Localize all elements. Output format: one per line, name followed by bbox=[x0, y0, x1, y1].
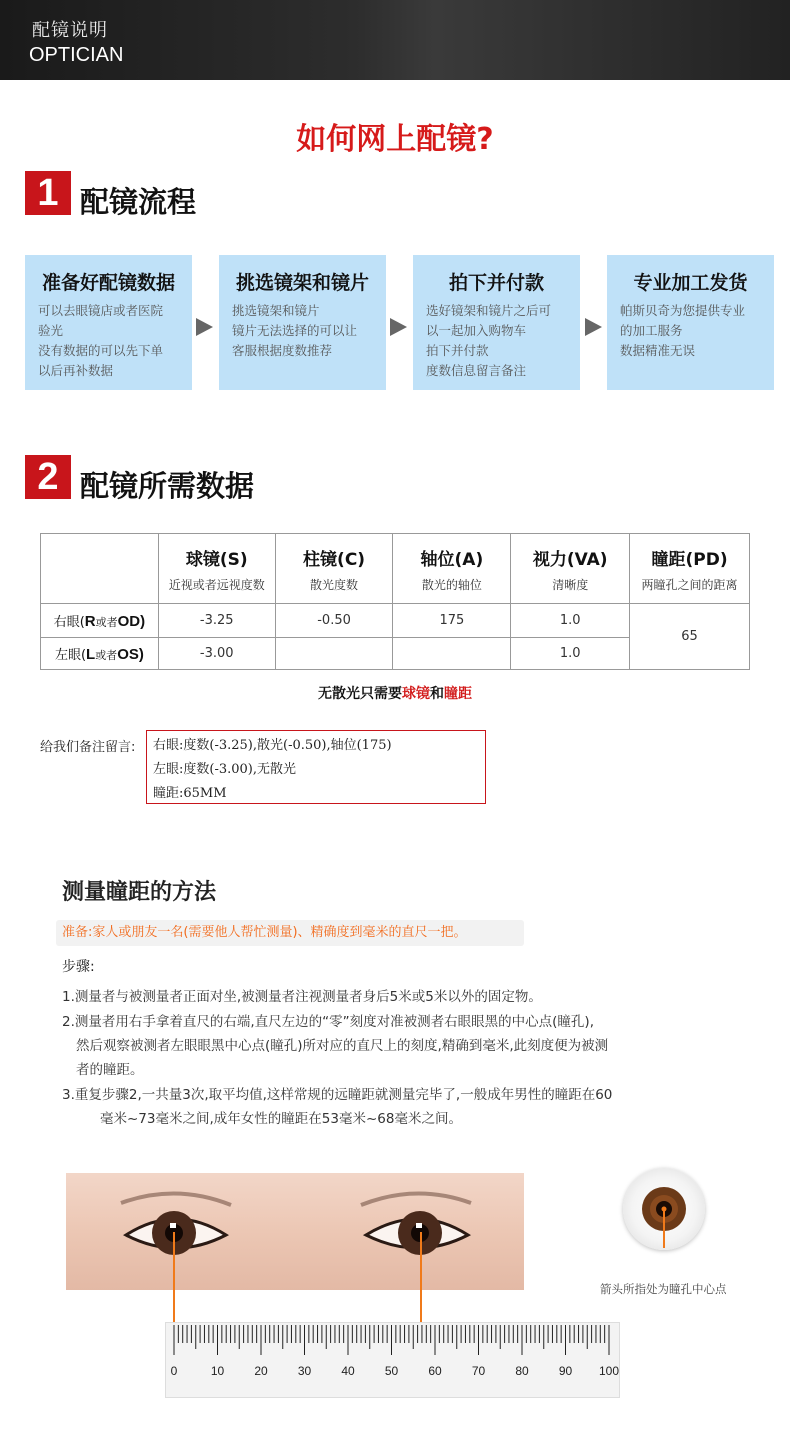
step-paragraph: 者的瞳距。 bbox=[76, 1062, 144, 1078]
right-arrow-icon bbox=[585, 318, 602, 336]
eyes-photo bbox=[66, 1173, 524, 1290]
pd-method-title: 测量瞳距的方法 bbox=[62, 880, 217, 905]
memo-line: 右眼:度数(-3.25),散光(-0.50),轴位(175) bbox=[153, 738, 392, 753]
ruler-label: 50 bbox=[384, 1364, 399, 1378]
ruler-label: 10 bbox=[210, 1364, 225, 1378]
flow-step-title: 拍下并付款 bbox=[448, 272, 544, 294]
ruler bbox=[165, 1322, 620, 1398]
table-header-cell: 球镜(S) 近视或者远视度数 bbox=[158, 534, 275, 604]
table-header-cell: 瞳距(PD) 两瞳孔之间的距离 bbox=[630, 534, 750, 604]
table-cell: -3.00 bbox=[158, 638, 275, 670]
right-eye-label: 右眼(R或者OD) bbox=[41, 604, 159, 638]
flow-step-3 bbox=[413, 255, 580, 390]
memo-line: 左眼:度数(-3.00),无散光 bbox=[153, 762, 296, 777]
right-arrow-icon bbox=[196, 318, 213, 336]
ruler-label: 40 bbox=[341, 1364, 355, 1378]
table-header-cell: 柱镜(C) 散光度数 bbox=[275, 534, 393, 604]
flow-step-1 bbox=[25, 255, 192, 390]
left-eye-label: 左眼(L或者OS) bbox=[41, 638, 159, 670]
flow-step-line: 以一起加入购物车 bbox=[426, 323, 527, 338]
ruler-label: 0 bbox=[170, 1364, 178, 1378]
step-paragraph: 3.重复步骤2,一共量3次,取平均值,这样常规的远瞳距就测量完毕了,一般成年男性的瞳距在60 bbox=[62, 1087, 613, 1103]
section2-title: 配镜所需数据 bbox=[80, 469, 255, 503]
flow-step-line: 镜片无法选择的可以让 bbox=[232, 323, 358, 338]
ruler-label: 80 bbox=[515, 1364, 529, 1378]
header-title-en: OPTICIAN bbox=[29, 44, 124, 66]
ruler-label: 70 bbox=[471, 1364, 486, 1378]
ruler-label: 100 bbox=[598, 1364, 620, 1378]
astigmatism-note: 无散光只需要球镜和瞳距 bbox=[318, 686, 472, 702]
flow-step-line: 验光 bbox=[38, 323, 64, 338]
table-cell: 1.0 bbox=[511, 604, 630, 638]
section1-title: 配镜流程 bbox=[80, 185, 197, 219]
ruler-label: 90 bbox=[558, 1364, 573, 1378]
memo-line: 瞳距:65MM bbox=[153, 786, 227, 801]
flow-step-title: 专业加工发货 bbox=[633, 272, 748, 294]
flow-step-line: 没有数据的可以先下单 bbox=[38, 343, 164, 358]
table-cell bbox=[275, 638, 393, 670]
prescription-table bbox=[40, 533, 750, 670]
memo-label: 给我们备注留言: bbox=[40, 740, 136, 755]
table-header-cell: 轴位(A) 散光的轴位 bbox=[393, 534, 511, 604]
flow-step-2 bbox=[219, 255, 386, 390]
flow-step-line: 数据精准无误 bbox=[620, 343, 696, 358]
pupil-diagram bbox=[623, 1168, 705, 1250]
step-paragraph: 1.测量者与被测量者正面对坐,被测量者注视测量者身后5米或5米以外的固定物。 bbox=[62, 989, 542, 1005]
section2-number: 2 bbox=[25, 455, 71, 499]
header-banner bbox=[0, 0, 790, 80]
flow-step-line: 可以去眼镜店或者医院 bbox=[38, 303, 164, 318]
flow-step-line: 以后再补数据 bbox=[38, 363, 114, 378]
preparation-note: 准备:家人或朋友一名(需要他人帮忙测量)、精确度到毫米的直尺一把。 bbox=[56, 920, 524, 946]
ruler-label: 20 bbox=[254, 1364, 268, 1378]
table-cell: 1.0 bbox=[511, 638, 630, 670]
page-title: 如何网上配镜? bbox=[296, 122, 494, 157]
flow-step-line: 拍下并付款 bbox=[426, 343, 489, 358]
flow-step-line: 度数信息留言备注 bbox=[426, 363, 527, 378]
memo-example-box bbox=[146, 730, 486, 804]
header-title-cn: 配镜说明 bbox=[32, 20, 108, 41]
flow-step-line: 挑选镜架和镜片 bbox=[232, 303, 320, 318]
table-cell: -3.25 bbox=[158, 604, 275, 638]
flow-step-line: 的加工服务 bbox=[620, 323, 683, 338]
table-cell: -0.50 bbox=[275, 604, 393, 638]
right-arrow-icon bbox=[390, 318, 407, 336]
flow-step-title: 准备好配镜数据 bbox=[41, 272, 175, 294]
table-corner-cell bbox=[41, 534, 159, 604]
pd-cell: 65 bbox=[630, 604, 750, 670]
step-paragraph: 2.测量者用右手拿着直尺的右端,直尺左边的“零”刻度对准被测者右眼眼黑的中心点(瞳孔), bbox=[62, 1014, 594, 1030]
steps-label: 步骤: bbox=[62, 959, 95, 975]
ruler-label: 30 bbox=[297, 1364, 312, 1378]
ruler-label: 60 bbox=[428, 1364, 442, 1378]
flow-step-line: 选好镜架和镜片之后可 bbox=[426, 303, 552, 318]
flow-step-title: 挑选镜架和镜片 bbox=[235, 272, 369, 294]
step-paragraph: 毫米~73毫米之间,成年女性的瞳距在53毫米~68毫米之间。 bbox=[100, 1111, 462, 1127]
step-paragraph: 然后观察被测者左眼眼黑中心点(瞳孔)所对应的直尺上的刻度,精确到毫米,此刻度便为被测 bbox=[76, 1038, 609, 1054]
flow-step-4 bbox=[607, 255, 774, 390]
table-header-cell: 视力(VA) 清晰度 bbox=[511, 534, 630, 604]
table-cell bbox=[393, 638, 511, 670]
flow-step-line: 客服根据度数推荐 bbox=[232, 343, 333, 358]
flow-step-line: 帕斯贝奇为您提供专业 bbox=[620, 303, 746, 318]
section1-number: 1 bbox=[25, 171, 71, 215]
table-row bbox=[41, 604, 750, 638]
table-cell: 175 bbox=[393, 604, 511, 638]
pupil-caption: 箭头所指处为瞳孔中心点 bbox=[600, 1282, 727, 1296]
